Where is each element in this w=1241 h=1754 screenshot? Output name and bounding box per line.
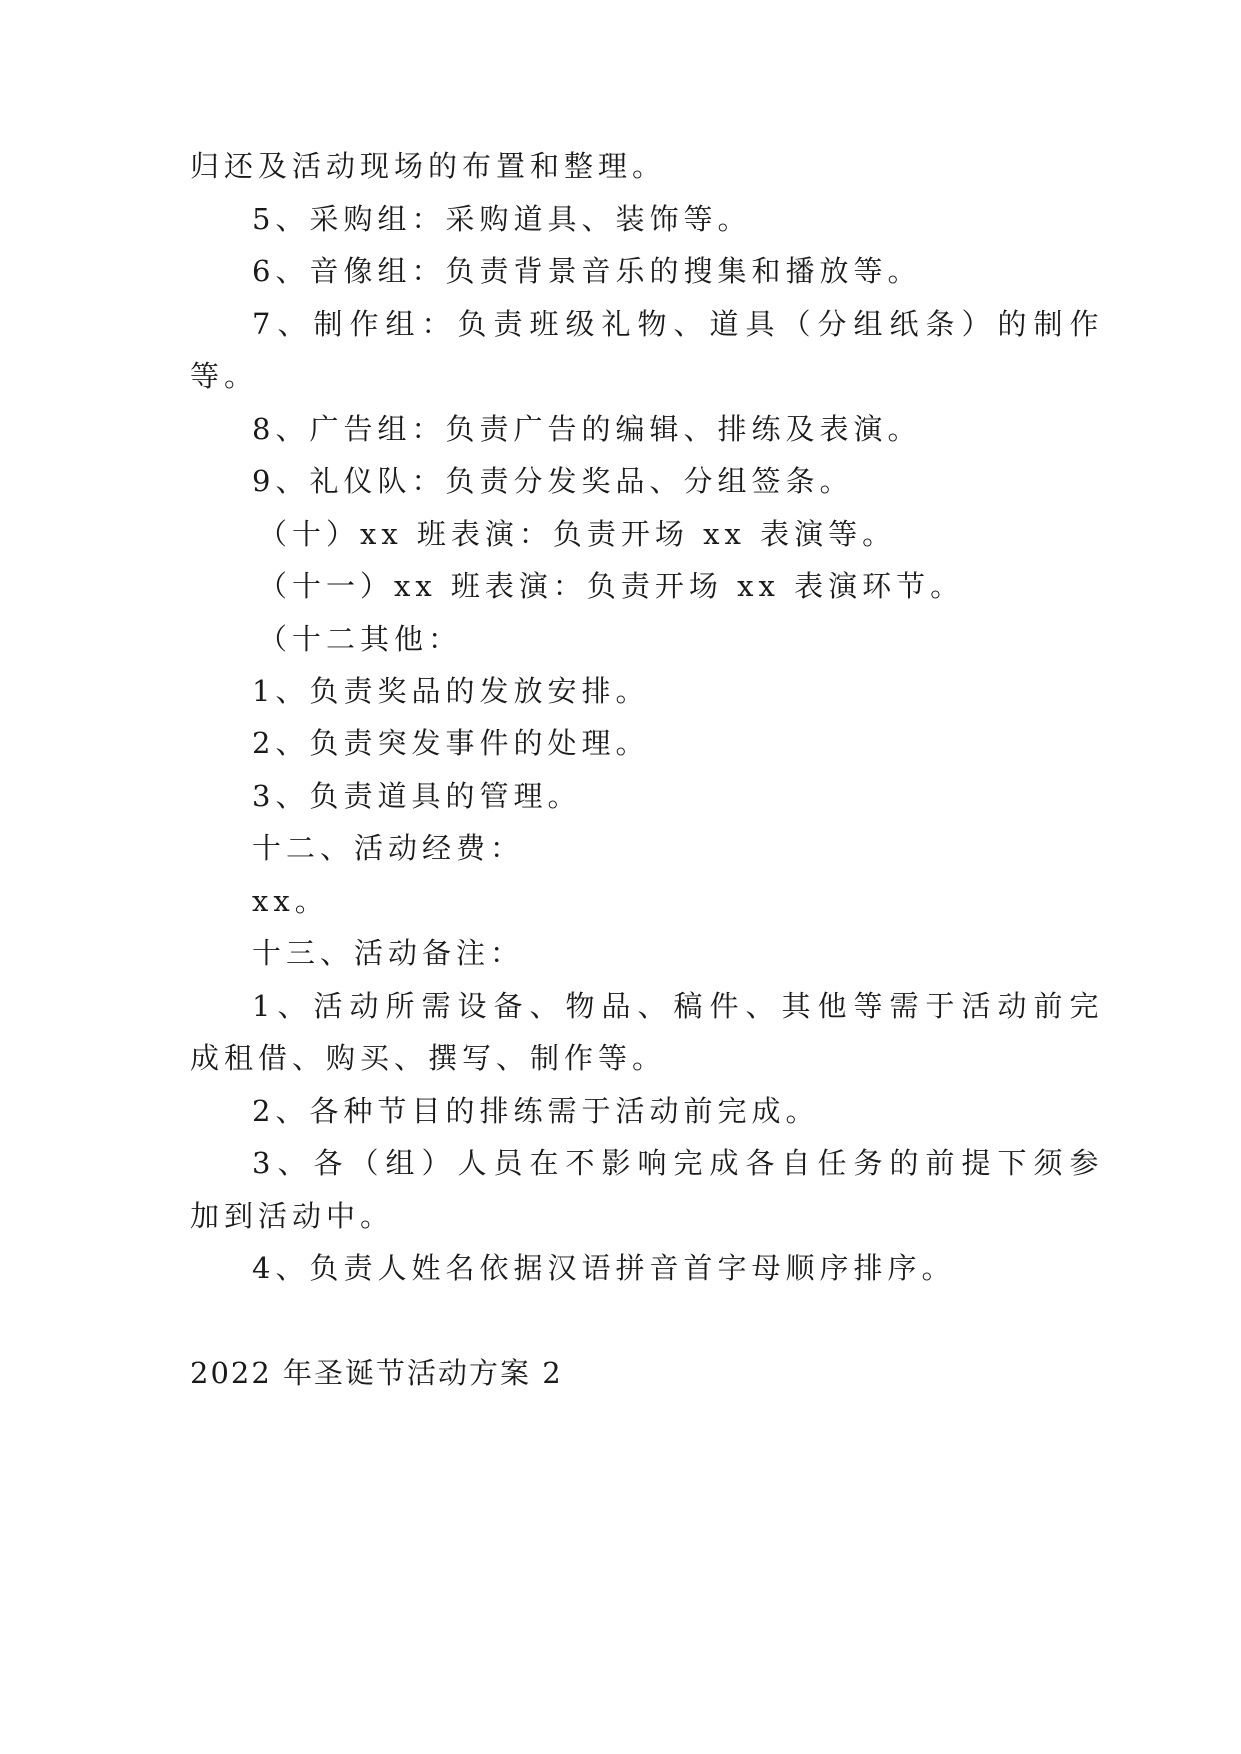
list-item-emergency-handling: 2、负责突发事件的处理。: [252, 726, 650, 760]
list-item-purchase-group: 5、采购组：采购道具、装饰等。: [252, 202, 752, 236]
note-item-2: 2、各种节目的排练需于活动前完成。: [252, 1094, 820, 1128]
note-item-1: 1、活动所需设备、物品、稿件、其他等需于活动前完: [252, 989, 1106, 1023]
paragraph-continuation: 归还及活动现场的布置和整理。: [190, 149, 667, 183]
note-item-3-cont: 加到活动中。: [190, 1199, 395, 1233]
note-item-1-cont: 成租借、购买、撰写、制作等。: [190, 1041, 667, 1075]
list-item-class-performance-10: （十）xx 班表演：负责开场 xx 表演等。: [258, 517, 897, 551]
section-heading-budget: 十二、活动经费：: [252, 831, 525, 865]
list-item-other: （十二其他：: [258, 622, 463, 656]
note-item-3: 3、各（组）人员在不影响完成各自任务的前提下须参: [252, 1146, 1106, 1180]
list-item-av-group: 6、音像组：负责背景音乐的搜集和播放等。: [252, 254, 922, 288]
section-heading-notes: 十三、活动备注：: [252, 936, 525, 970]
list-item-ad-group: 8、广告组：负责广告的编辑、排练及表演。: [252, 412, 922, 446]
list-item-production-group-cont: 等。: [190, 359, 259, 393]
section-title: 2022 年圣诞节活动方案 2: [190, 1356, 563, 1390]
list-item-props-management: 3、负责道具的管理。: [252, 779, 582, 813]
note-item-4: 4、负责人姓名依据汉语拼音首字母顺序排序。: [252, 1251, 956, 1285]
list-item-production-group: 7、制作组：负责班级礼物、道具（分组纸条）的制作: [252, 307, 1106, 341]
budget-value: xx。: [252, 884, 329, 918]
list-item-class-performance-11: （十一）xx 班表演：负责开场 xx 表演环节。: [258, 569, 965, 603]
list-item-etiquette-team: 9、礼仪队：负责分发奖品、分组签条。: [252, 464, 854, 498]
list-item-prize-distribution: 1、负责奖品的发放安排。: [252, 674, 650, 708]
